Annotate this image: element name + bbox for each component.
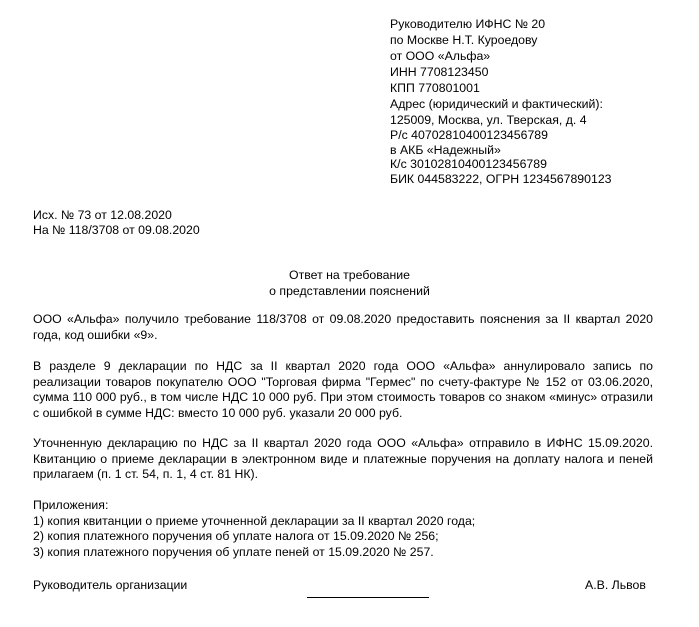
addressee-line-corr-account: К/с 30102810400123456789 (390, 157, 547, 171)
attachments-list (33, 498, 653, 560)
addressee-line-bik-ogrn: БИК 044583222, ОГРН 1234567890123 (390, 172, 612, 186)
addressee-line-inn: ИНН 7708123450 (390, 65, 489, 79)
body-paragraph-2: В разделе 9 декларации по НДС за II квартал 2020 года ООО «Альфа» аннулировало запись по реализации товаров покупателю ООО "Торговая фирма "Гермес" по счету-фактуре № 152 от 03.06.2020, сумма 110 000 руб., в том числе НДС 10 000 руб. При этом стоимость товаров со знаком «минус» отразили с ошибкой в сумме НДС: вместо 10 000 руб. указали 20 000 руб. (33, 359, 653, 420)
addressee-line-recipient: Руководителю ИФНС № 20 (390, 17, 546, 31)
addressee-line-sender: от ООО «Альфа» (390, 49, 491, 63)
attachments-heading: Приложения: (33, 498, 109, 512)
addressee-line-kpp: КПП 770801001 (390, 81, 480, 95)
body-paragraph-1: ООО «Альфа» получило требование 118/3708 от 09.08.2020 предоставить пояснения за II квартал 2020 года, код ошибки «9». (33, 312, 653, 342)
signature-name: А.В. Львов (585, 578, 646, 592)
outgoing-number: Исх. № 73 от 12.08.2020 (33, 208, 172, 222)
attachment-item: 3) копия платежного поручения об уплате пеней от 15.09.2020 № 257. (33, 544, 434, 559)
title-line-2: о представлении пояснений (269, 284, 430, 298)
attachment-item: 2) копия платежного поручения об уплате налога от 15.09.2020 № 256; (33, 529, 439, 543)
incoming-number: На № 118/3708 от 09.08.2020 (33, 223, 200, 237)
addressee-line-address: 125009, Москва, ул. Тверская, д. 4 (390, 113, 587, 127)
attachment-item: 1) копия квитанции о приеме уточненной декларации за II квартал 2020 года; (33, 513, 476, 528)
addressee-line-account: Р/с 40702810400123456789 (390, 128, 548, 142)
addressee-line-address-label: Адрес (юридический и фактический): (390, 97, 603, 111)
addressee-line-bank: в АКБ «Надежный» (390, 143, 501, 157)
addressee-line-recipient-name: по Москве Н.Т. Куроедову (390, 33, 538, 47)
title-line-1: Ответ на требование (289, 268, 410, 282)
body-paragraph-3: Уточненную декларацию по НДС за II квартал 2020 года ООО «Альфа» отправило в ИФНС 15.09.2020. Квитанцию о приеме декларации в электронном виде и платежные поручения на доплату налога и пеней прилагаем (п. 1 ст. 54, п. 1, 4 ст. 81 НК). (33, 436, 653, 481)
signature-line (307, 597, 429, 598)
signature-role: Руководитель организации (33, 578, 188, 592)
